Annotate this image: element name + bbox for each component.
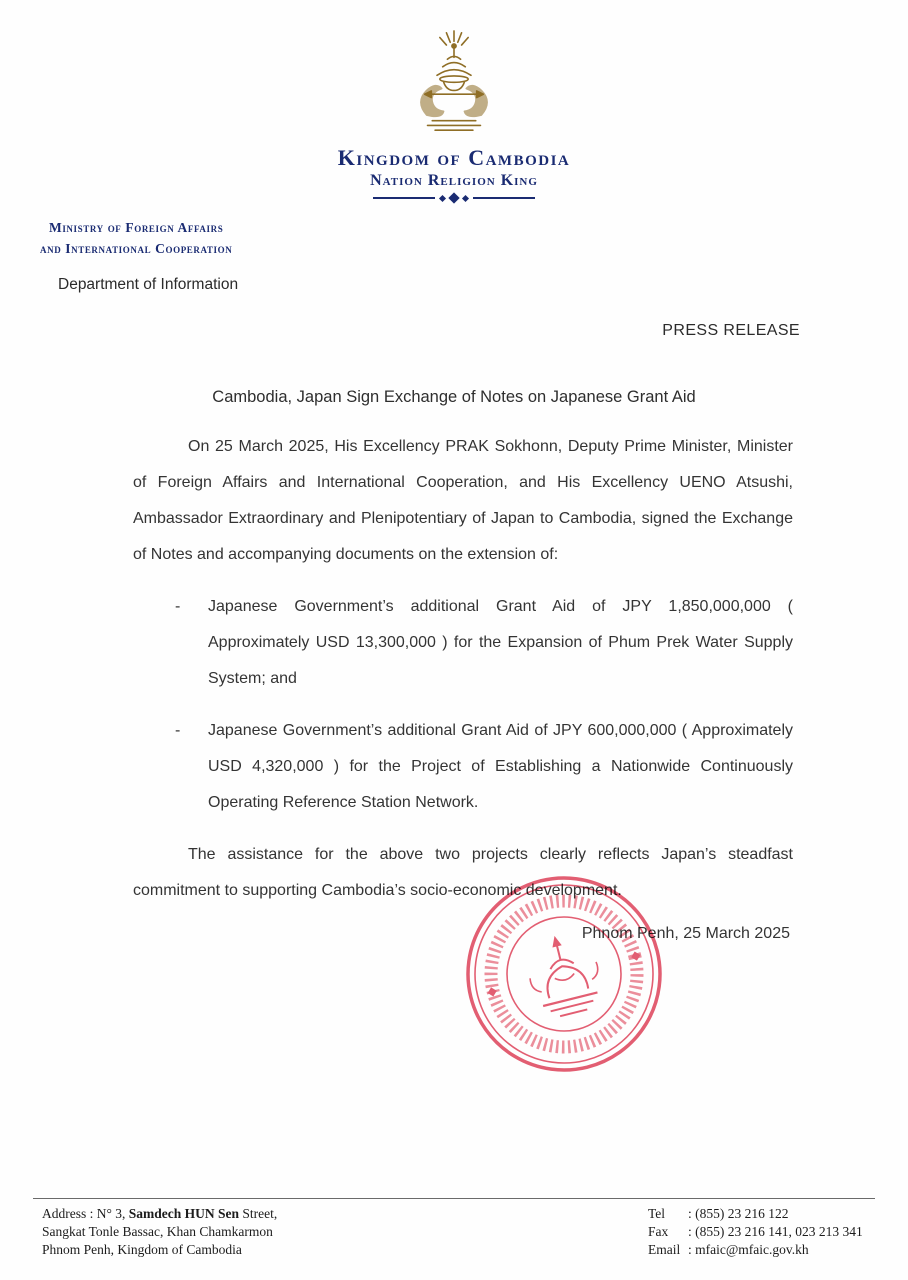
bullet-item-1 <box>133 589 793 697</box>
closing-paragraph: The assistance for the above two projects clearly reflects Japan’s steadfast commitment to supporting Cambodia’s socio-economic development. <box>133 845 793 899</box>
kingdom-title: Kingdom of Cambodia <box>337 145 571 170</box>
intro-paragraph: On 25 March 2025, His Excellency PRAK Sokhonn, Deputy Prime Minister, Minister of Foreign Affairs and International Cooperation, and His Excellency UENO Atsushi, Ambassador Extraordinary and Plenipotentiary of Japan to Cambodia, signed the Exchange of Notes and accompanying documents on the extension of: <box>133 437 793 563</box>
fax-label: Fax <box>648 1223 669 1239</box>
document-body <box>133 429 793 909</box>
dateline: Phnom Penh, 25 March 2025 <box>581 924 790 942</box>
address-line-3: Phnom Penh, Kingdom of Cambodia <box>42 1241 242 1257</box>
bullet-item-2 <box>133 713 793 821</box>
press-release-label: PRESS RELEASE <box>662 321 800 339</box>
address-line-1 <box>42 1205 277 1223</box>
address-block <box>42 1205 277 1258</box>
footer <box>0 1198 908 1258</box>
ministry-line-1: Ministry of Foreign Affairs <box>48 220 224 235</box>
address-street-bold: Samdech HUN Sen <box>128 1206 240 1221</box>
tel-value: : (855) 23 216 122 <box>688 1206 789 1221</box>
address-suffix: Street, <box>239 1206 278 1221</box>
address-prefix: Address : N° 3, <box>42 1206 129 1221</box>
bullet-text-2: Japanese Government’s additional Grant Aid of JPY 600,000,000 ( Approximately USD 4,320,000 ) for the Project of Establishing a Nationwide Continuously Operating Reference Station Network. <box>208 721 793 811</box>
divider-line <box>473 197 535 198</box>
email-label: Email <box>648 1241 681 1257</box>
document-title: Cambodia, Japan Sign Exchange of Notes on Japanese Grant Aid <box>212 387 696 406</box>
star-ornament-icon <box>448 192 459 203</box>
bullet-dash: - <box>175 721 181 739</box>
diamond-ornament-icon <box>462 194 469 201</box>
tel-label: Tel <box>648 1206 666 1221</box>
contact-block <box>648 1205 872 1258</box>
contact-fax <box>648 1223 872 1241</box>
fax-value: : (855) 23 216 141, 023 213 341 <box>688 1223 863 1239</box>
department-name: Department of Information <box>58 275 239 293</box>
diamond-ornament-icon <box>439 194 446 201</box>
ministry-name <box>40 218 232 260</box>
royal-arms-emblem <box>402 123 506 140</box>
letterhead <box>0 0 908 202</box>
divider-line <box>373 197 435 198</box>
footer-divider <box>33 1198 875 1199</box>
bullet-dash: - <box>175 597 181 615</box>
address-line-2: Sangkat Tonle Bassac, Khan Chamkarmon <box>42 1223 273 1239</box>
royal-arms-icon <box>402 26 506 136</box>
contact-tel <box>648 1205 872 1223</box>
national-motto: Nation Religion King <box>370 172 538 189</box>
email-value: : mfaic@mfaic.gov.kh <box>688 1241 809 1257</box>
contact-email <box>648 1241 872 1259</box>
bullet-text-1: Japanese Government’s additional Grant Aid of JPY 1,850,000,000 ( Approximately USD 13,300,000 ) for the Expansion of Phum Prek Water Supply System; and <box>208 597 793 687</box>
ministry-line-2: and International Cooperation <box>40 240 233 256</box>
ornamental-divider <box>0 194 908 202</box>
